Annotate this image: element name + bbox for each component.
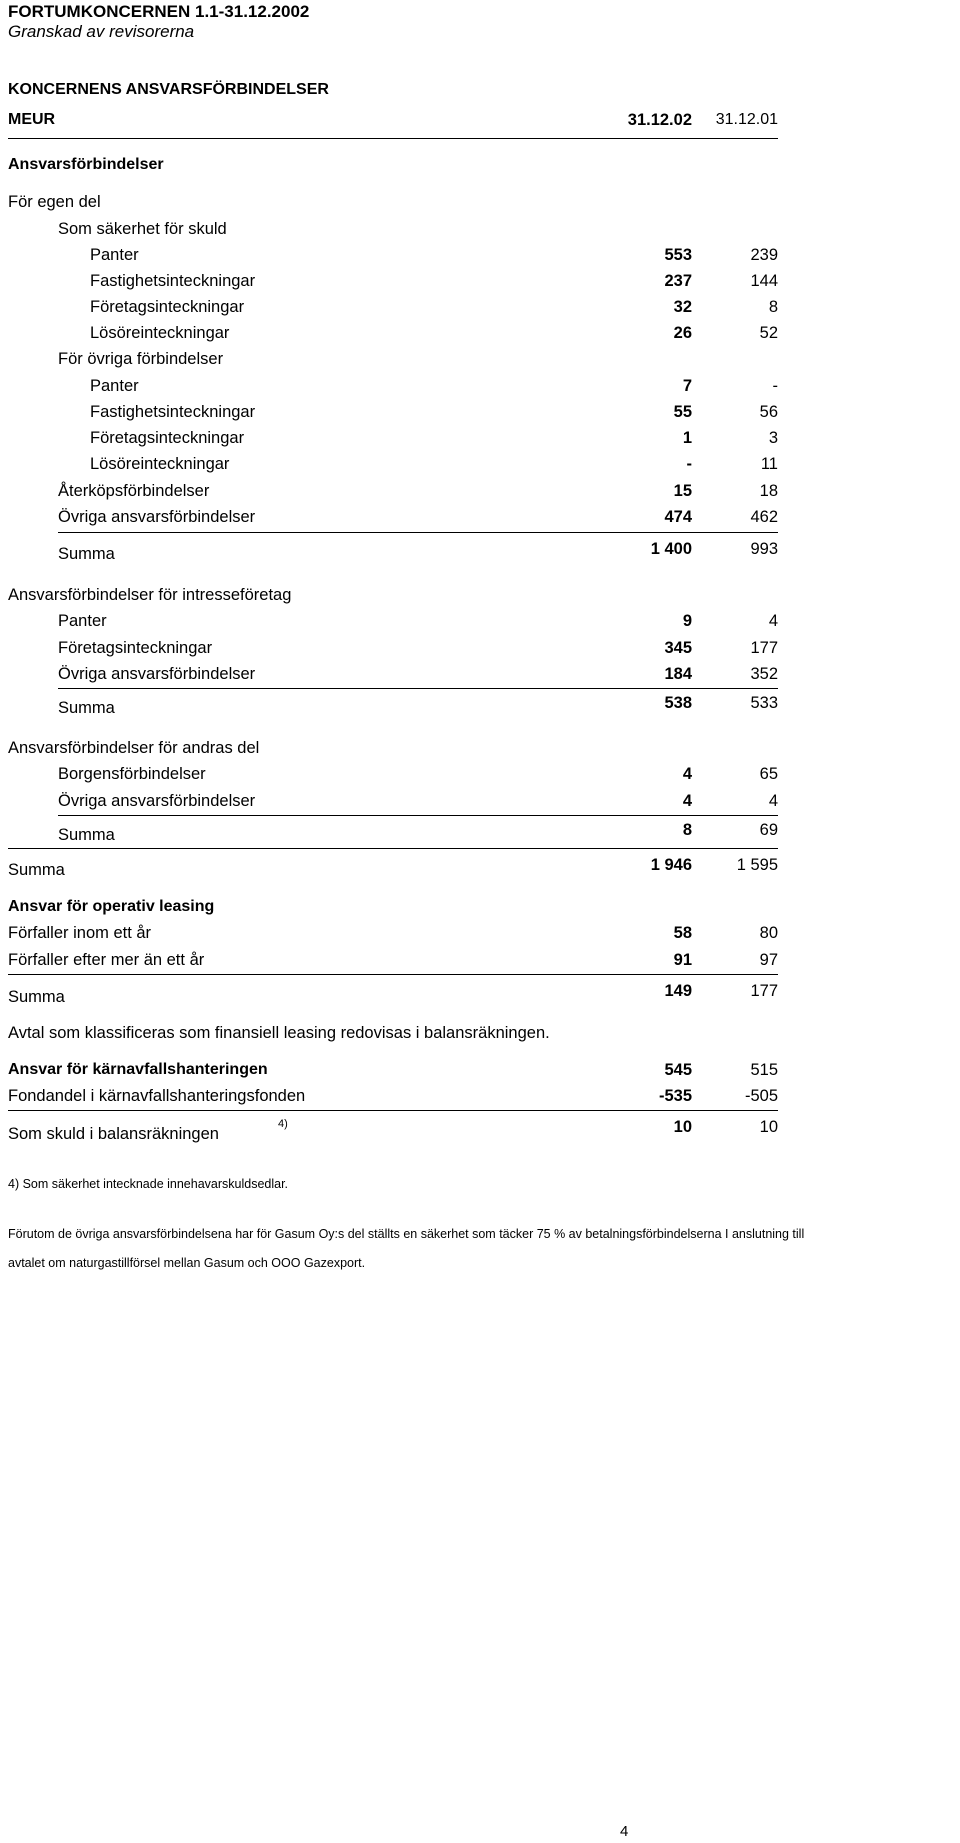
header-rule [8,138,778,139]
row-label: Som skuld i balansräkningen [8,1125,219,1143]
others-label: Ansvarsförbindelser för andras del [8,739,260,757]
remark-line-1: Förutom de övriga ansvarsförbindelsena har för Gasum Oy:s del ställts en säkerhet som täcker 75 % av betalningsförbindelserna I anslutning till [8,1227,805,1241]
value-2001: 239 [750,246,778,264]
row-label: Lösöreinteckningar [90,324,230,342]
value-2002: 58 [673,924,692,942]
value-2001: - [772,377,778,395]
sum-value-2001: 69 [759,821,778,839]
contingent-heading: Ansvarsförbindelser [8,156,164,173]
total-value-2002: 1 946 [650,856,692,874]
sum-rule [58,532,778,533]
own-label: För egen del [8,193,101,211]
value-2001: 10 [759,1118,778,1136]
value-2002: 91 [673,951,692,969]
section-title: KONCERNENS ANSVARSFÖRBINDELSER [8,81,329,98]
sum-rule [8,974,778,975]
remark-line-2: avtalet om naturgastillförsel mellan Gasum och OOO Gazexport. [8,1256,366,1270]
sum-value-2001: 993 [750,540,778,558]
value-2002: 237 [664,272,692,290]
row-label: Förfaller inom ett år [8,924,152,942]
value-2001: 3 [768,429,778,447]
value-2001: -505 [744,1087,778,1105]
value-2002: 184 [664,665,692,683]
row-label: Lösöreinteckningar [90,455,230,473]
row-label: Övriga ansvarsförbindelser [58,792,256,810]
footnote: 4) Som säkerhet intecknade innehavarskuldsedlar. [8,1177,289,1191]
report-subtitle: Granskad av revisorerna [8,22,195,41]
value-2001: 177 [750,639,778,657]
sum-value-2001: 533 [750,694,778,712]
leasing-note: Avtal som klassificeras som finansiell leasing redovisas i balansräkningen. [8,1024,550,1042]
row-label: Förfaller efter mer än ett år [8,951,205,969]
value-2001: 65 [759,765,778,783]
sum-label: Summa [58,699,115,717]
value-2001: 97 [759,951,778,969]
row-label: Panter [90,246,139,264]
value-2002: - [686,455,692,473]
value-2001: 4 [768,612,778,630]
value-2002: 32 [673,298,692,316]
sum-label: Summa [58,826,115,844]
total-value-2001: 1 595 [736,856,778,874]
value-2002: 26 [673,324,692,342]
report-title: FORTUMKONCERNEN 1.1-31.12.2002 [8,2,310,21]
value-2001: 18 [759,482,778,500]
leasing-heading: Ansvar för operativ leasing [8,898,215,915]
column-header-2002: 31.12.02 [627,111,692,129]
footnote-reference: 4) [278,1118,288,1130]
value-2002: 4 [682,765,692,783]
row-label: Övriga ansvarsförbindelser [58,508,256,526]
sum-label: Summa [58,545,115,563]
sum-rule [58,688,778,689]
value-2001: 515 [750,1061,778,1079]
value-2002: 7 [682,377,692,395]
value-2001: 11 [760,455,778,473]
value-2001: 462 [750,508,778,526]
value-2002: 345 [664,639,692,657]
row-label: Fastighetsinteckningar [90,272,256,290]
row-label: Panter [90,377,139,395]
sum-rule [58,815,778,816]
total-label: Summa [8,861,65,879]
row-label: Borgensförbindelser [58,765,206,783]
value-2002: 1 [682,429,692,447]
value-2001: 80 [759,924,778,942]
row-label: Företagsinteckningar [90,298,245,316]
value-2001: 352 [750,665,778,683]
row-label: Företagsinteckningar [90,429,245,447]
value-2002: 545 [664,1061,692,1079]
sum-value-2002: 8 [682,821,692,839]
value-2002: 553 [664,246,692,264]
row-label: Fastighetsinteckningar [90,403,256,421]
associated-label: Ansvarsförbindelser för intresseföretag [8,586,292,604]
value-2001: 144 [750,272,778,290]
sum-label: Summa [8,988,65,1006]
other-obligations-label: För övriga förbindelser [58,350,224,368]
column-header-2001: 31.12.01 [715,111,778,128]
value-2001: 56 [759,403,778,421]
row-label: Panter [58,612,107,630]
sum-rule [8,1110,778,1111]
value-2002: -535 [658,1087,692,1105]
nuclear-heading: Ansvar för kärnavfallshanteringen [8,1061,268,1078]
sum-value-2002: 1 400 [650,540,692,558]
value-2002: 15 [673,482,692,500]
value-2002: 9 [682,612,692,630]
row-label: Återköpsförbindelser [58,482,210,500]
row-label: Övriga ansvarsförbindelser [58,665,256,683]
sum-value-2001: 177 [750,982,778,1000]
value-2002: 10 [673,1118,692,1136]
total-rule [8,848,778,849]
value-2002: 474 [664,508,692,526]
value-2002: 55 [673,403,692,421]
value-2002: 4 [682,792,692,810]
row-label: Företagsinteckningar [58,639,213,657]
unit-label: MEUR [8,111,56,128]
value-2001: 8 [768,298,778,316]
value-2001: 52 [759,324,778,342]
page-number: 4 [620,1823,629,1840]
value-2001: 4 [768,792,778,810]
sum-value-2002: 538 [664,694,692,712]
row-label: Fondandel i kärnavfallshanteringsfonden [8,1087,306,1105]
sum-value-2002: 149 [664,982,692,1000]
security-label: Som säkerhet för skuld [58,220,227,238]
